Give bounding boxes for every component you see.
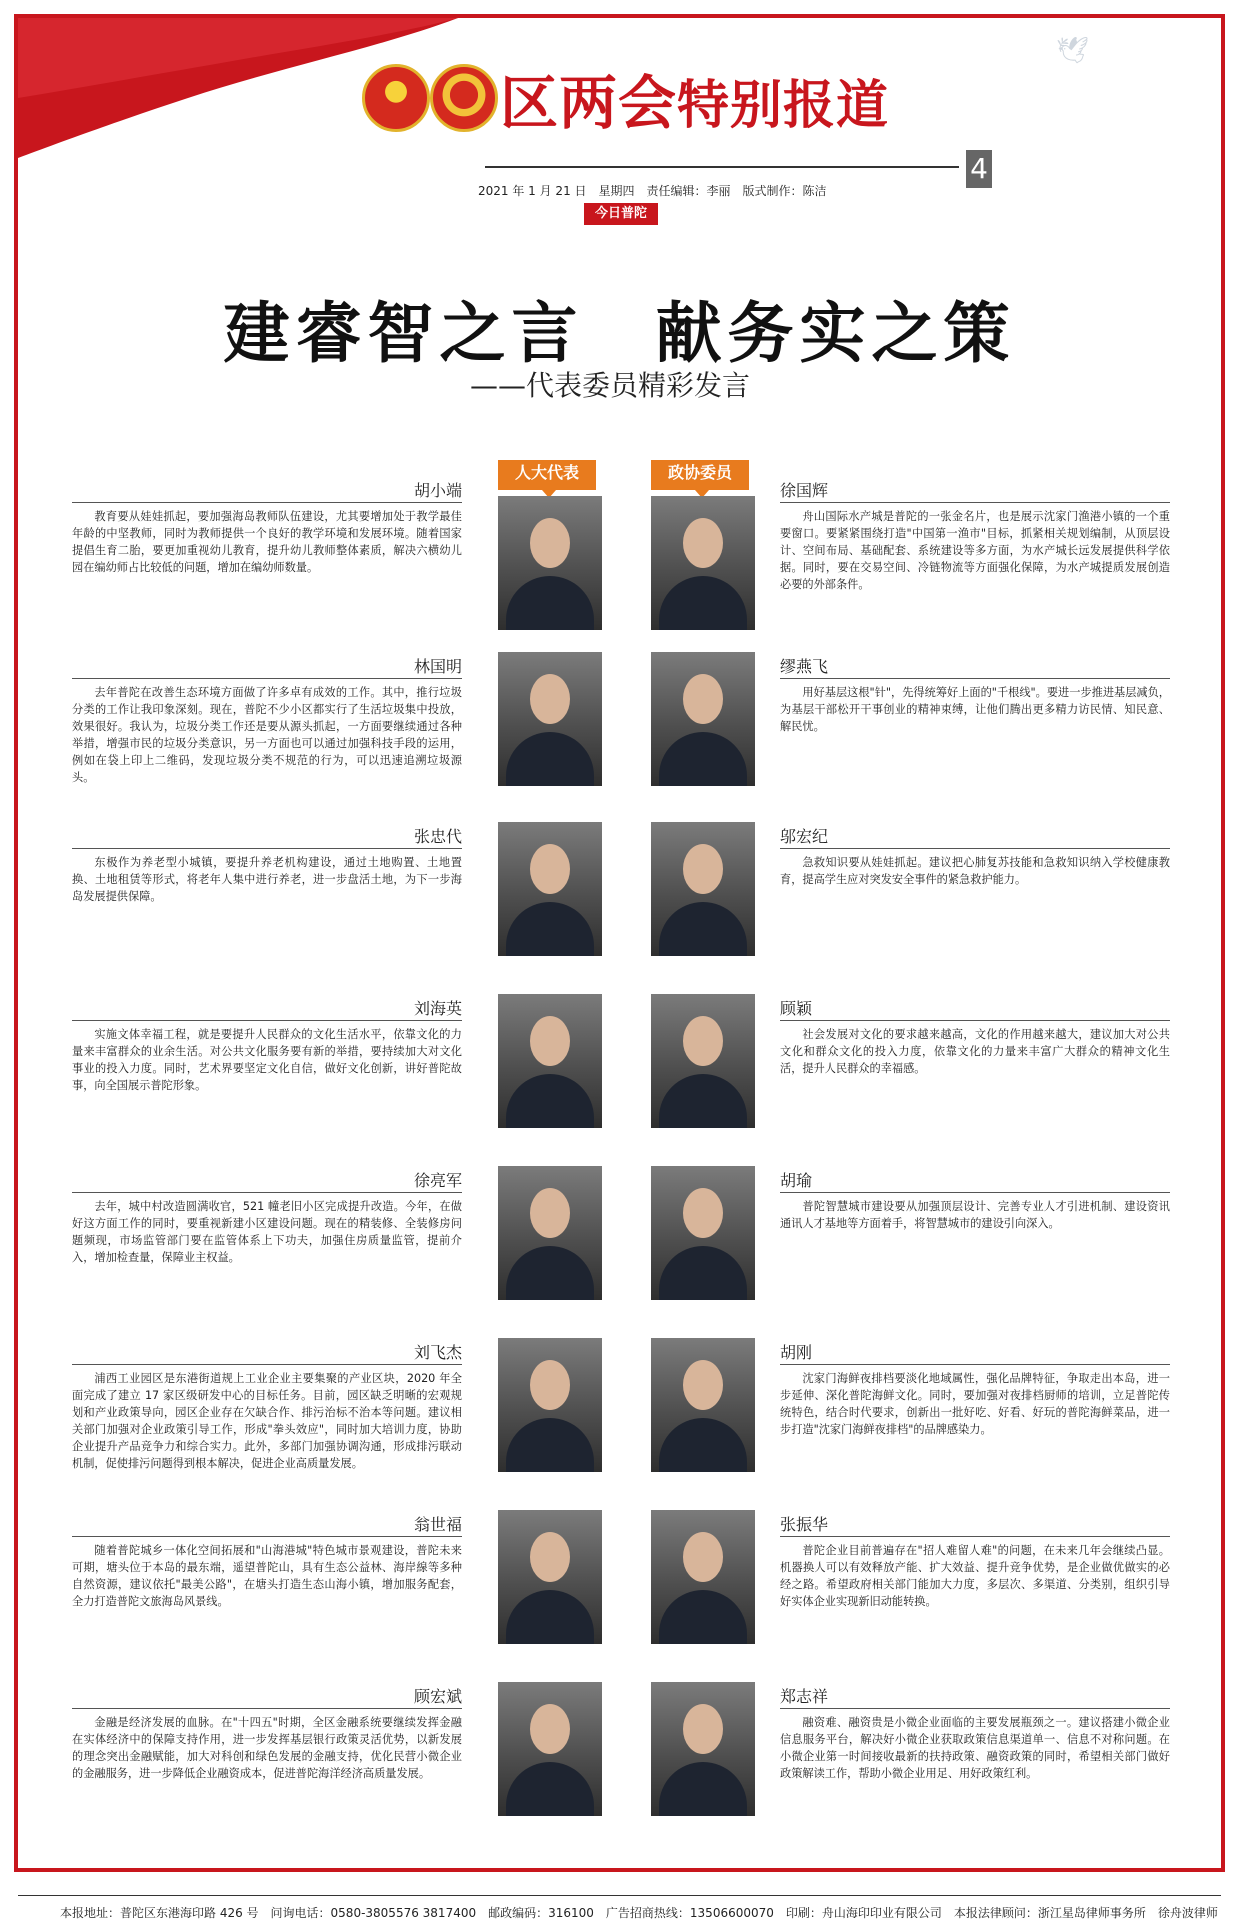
speech-text: 去年普陀在改善生态环境方面做了许多卓有成效的工作。其中，推行垃圾分类的工作让我印象深刻。现在，普陀不少小区都实行了生活垃圾集中投放，效果很好。我认为，垃圾分类工作还是要从源头抓起，一方面要继续通过各种举措，增强市民的垃圾分类意识，另一方面也可以通过加强科技手段的运用，例如在袋上印上二维码，发现垃圾分类不规范的行为，可以迅速追溯垃圾源头。 (72, 686, 462, 784)
name-rule (72, 502, 462, 503)
speaker-name: 胡小端 (413, 481, 462, 500)
name-rule (780, 848, 1170, 849)
speech-text: 沈家门海鲜夜排档要淡化地域属性，强化品牌特征，争取走出本岛，进一步延伸、深化普陀海鲜文化。同时，要加强对夜排档厨师的培训，立足普陀传统特色，结合时代要求，创新出一批好吃、好看、好玩的普陀海鲜菜品，进一步打造"沈家门海鲜夜排档"的品牌感染力。 (780, 1372, 1170, 1436)
header-rule (485, 166, 959, 168)
speaker-name: 郑志祥 (780, 1687, 829, 1706)
speaker-entry (72, 1510, 462, 1660)
speaker-entry (780, 1338, 1170, 1488)
name-rule (780, 1192, 1170, 1193)
speaker-entry (780, 1510, 1170, 1660)
speaker-photo (498, 1682, 602, 1816)
speaker-entry (72, 1338, 462, 1488)
speaker-photo (498, 652, 602, 786)
masthead (500, 56, 889, 140)
name-rule (72, 1708, 462, 1709)
speaker-entry (72, 1682, 462, 1832)
cppcc-member-tag: 政协委员 (651, 460, 749, 490)
name-rule (780, 1364, 1170, 1365)
speaker-photo (651, 1166, 755, 1300)
speech-text: 东极作为养老型小城镇，要提升养老机构建设，通过土地购置、土地置换、土地租赁等形式，将老年人集中进行养老，进一步盘活土地，为下一步海岛发展提供保障。 (72, 856, 462, 903)
speaker-photo (651, 496, 755, 630)
dove-icon: 🕊 (1056, 36, 1090, 66)
speech-text: 浦西工业园区是东港街道规上工业企业主要集聚的产业区块，2020 年全面完成了建立 17 家区级研发中心的目标任务。目前，园区缺乏明晰的宏观规划和产业政策导向，园区企业存在欠缺合作、排污治标不治本等问题。建议相关部门加强对企业政策引导工作，形成"拳头效应"，同时加大培训力度，协助企业提升产品竞争力和综合实力。此外，多部门加强协调沟通，形成排污联动机制，促使排污问题得到根本解决，促进企业高质量发展。 (72, 1372, 462, 1470)
speaker-photo (498, 1338, 602, 1472)
footer-imprint: 本报地址：普陀区东港海印路 426 号 问询电话：0580-3805576 3817400 邮政编码：316100 广告招商热线：13506600070 印刷：舟山海印印业有限公司 本报法律顾问：浙江星岛律师事务所 徐舟波律师 (60, 1906, 1218, 1920)
speaker-photo (498, 822, 602, 956)
national-emblem-icon (362, 64, 430, 132)
speaker-photo (498, 1510, 602, 1644)
name-rule (780, 678, 1170, 679)
speaker-photo (651, 1682, 755, 1816)
speech-text: 普陀智慧城市建设要从加强顶层设计、完善专业人才引进机制、建设资讯通讯人才基地等方面着手，将智慧城市的建设引向深入。 (780, 1200, 1170, 1230)
footer-rule (18, 1895, 1221, 1896)
speaker-name: 刘海英 (413, 999, 462, 1018)
masthead-district-sessions: 区两会 (500, 69, 678, 137)
speaker-photo (498, 1166, 602, 1300)
speaker-entry (72, 822, 462, 972)
speaker-photo (498, 994, 602, 1128)
speaker-entry (780, 994, 1170, 1144)
speaker-entry (72, 476, 462, 626)
speaker-name: 胡瑜 (780, 1171, 813, 1190)
masthead-special-report: 特别报道 (677, 75, 890, 136)
speaker-name: 缪燕飞 (780, 657, 829, 676)
cppcc-emblem-icon (430, 64, 498, 132)
article-subtitle: ——代表委员精彩发言 (470, 369, 751, 402)
speaker-photo (651, 822, 755, 956)
speaker-photo (498, 496, 602, 630)
speech-text: 去年，城中村改造圆满收官，521 幢老旧小区完成提升改造。今年，在做好这方面工作的同时，要重视新建小区建设问题。现在的精装修、全装修房问题频现，市场监管部门要在监管体系上下功夫，加强住房质量监管，提前介入，增加检查量，保障业主权益。 (72, 1200, 462, 1264)
speech-text: 随着普陀城乡一体化空间拓展和"山海港城"特色城市景观建设，普陀未来可期，塘头位于本岛的最东端，遥望普陀山，具有生态公益林、海岸線等多种自然资源，建议依托"最美公路"，在塘头打造生态山海小镇，增加服务配套，全力打造普陀文旅海岛风景线。 (72, 1544, 462, 1608)
speech-text: 急救知识要从娃娃抓起。建议把心肺复苏技能和急救知识纳入学校健康教育，提高学生应对突发安全事件的紧急救护能力。 (780, 856, 1170, 886)
page-number: 4 (966, 150, 992, 188)
speaker-photo (651, 652, 755, 786)
speaker-name: 邬宏纪 (780, 827, 829, 846)
speaker-name: 张振华 (780, 1515, 829, 1534)
name-rule (780, 1020, 1170, 1021)
speaker-name: 林国明 (413, 657, 462, 676)
speaker-name: 胡刚 (780, 1343, 813, 1362)
speech-text: 教育要从娃娃抓起，要加强海岛教师队伍建设，尤其要增加处于教学最佳年龄的中坚教师，同时为教师提供一个良好的教学环境和发展环境。随着国家提倡生育二胎，要更加重视幼儿教育，提升幼儿教师整体素质，解决六横幼儿园在编幼师占比较低的问题，增加在编幼师数量。 (72, 510, 462, 574)
speaker-name: 徐亮军 (413, 1171, 462, 1190)
speech-text: 普陀企业目前普遍存在"招人难留人难"的问题，在未来几年会继续凸显。机器换人可以有效释放产能、扩大效益、提升竞争优势，是企业做优做实的必经之路。希望政府相关部门能加大力度，多层次、多渠道、分类别，组织引导好实体企业实现新旧动能转换。 (780, 1544, 1170, 1608)
name-rule (780, 1536, 1170, 1537)
speaker-name: 顾颖 (780, 999, 813, 1018)
dateline: 2021 年 1 月 21 日 星期四 责任编辑：李丽 版式制作：陈洁 (478, 184, 827, 198)
name-rule (780, 1708, 1170, 1709)
speaker-name: 翁世福 (413, 1515, 462, 1534)
speaker-entry (72, 652, 462, 802)
speaker-entry (72, 994, 462, 1144)
speech-text: 融资难、融资贵是小微企业面临的主要发展瓶颈之一。建议搭建小微企业信息服务平台，解决好小微企业获取政策信息渠道单一、信息不对称问题。在小微企业第一时间接收最新的扶持政策、融资政策的同时，希望相关部门做好政策解读工作，帮助小微企业用足、用好政策红利。 (780, 1716, 1170, 1780)
name-rule (72, 1364, 462, 1365)
name-rule (72, 1192, 462, 1193)
name-rule (72, 1536, 462, 1537)
speaker-name: 顾宏斌 (413, 1687, 462, 1706)
speaker-name: 刘飞杰 (413, 1343, 462, 1362)
speech-text: 金融是经济发展的血脉。在"十四五"时期，全区金融系统要继续发挥金融在实体经济中的保障支持作用，进一步发挥基层银行政策灵活优势，以新发展的理念突出金融赋能，加大对科创和绿色发展的金融支持，优化民营小微企业的金融服务，进一步降低企业融资成本，促进普陀海洋经济高质量发展。 (72, 1716, 462, 1780)
name-rule (780, 502, 1170, 503)
speaker-photo (651, 994, 755, 1128)
speaker-entry (780, 1682, 1170, 1832)
speech-text: 社会发展对文化的要求越来越高，文化的作用越来越大，建议加大对公共文化和群众文化的投入力度，依靠文化的力量来丰富广大群众的精神文化生活，提升人民群众的幸福感。 (780, 1028, 1170, 1075)
speaker-photo (651, 1510, 755, 1644)
speaker-name: 徐国辉 (780, 481, 829, 500)
name-rule (72, 848, 462, 849)
npc-deputy-tag: 人大代表 (498, 460, 596, 490)
speaker-entry (780, 652, 1170, 802)
speech-text: 实施文体幸福工程，就是要提升人民群众的文化生活水平，依靠文化的力量来丰富群众的业余生活。对公共文化服务要有新的举措，要持续加大对文化事业的投入力度。同时，艺术界要坚定文化自信，做好文化创新，讲好普陀故事，向全国展示普陀形象。 (72, 1028, 462, 1092)
speaker-entry (780, 822, 1170, 972)
article-title: 建睿智之言 献务实之策 (223, 295, 1016, 372)
speaker-entry (780, 1166, 1170, 1316)
speaker-entry (780, 476, 1170, 626)
speaker-photo (651, 1338, 755, 1472)
speech-text: 用好基层这根"针"，先得统筹好上面的"千根线"。要进一步推进基层减负，为基层干部松开干事创业的精神束缚，让他们腾出更多精力访民情、知民意、解民忧。 (780, 686, 1170, 733)
name-rule (72, 678, 462, 679)
paper-logo: 今日普陀 (584, 203, 658, 225)
speech-text: 舟山国际水产城是普陀的一张金名片，也是展示沈家门渔港小镇的一个重要窗口。要紧紧围绕打造"中国第一渔市"目标，抓紧相关规划编制，从顶层设计、空间布局、基础配套、系统建设等多方面，为水产城长远发展提供科学依据。同时，要在交易空间、冷链物流等方面强化保障，为水产城提质发展创造必要的外部条件。 (780, 510, 1170, 591)
speaker-name: 张忠代 (413, 827, 462, 846)
speaker-entry (72, 1166, 462, 1316)
name-rule (72, 1020, 462, 1021)
